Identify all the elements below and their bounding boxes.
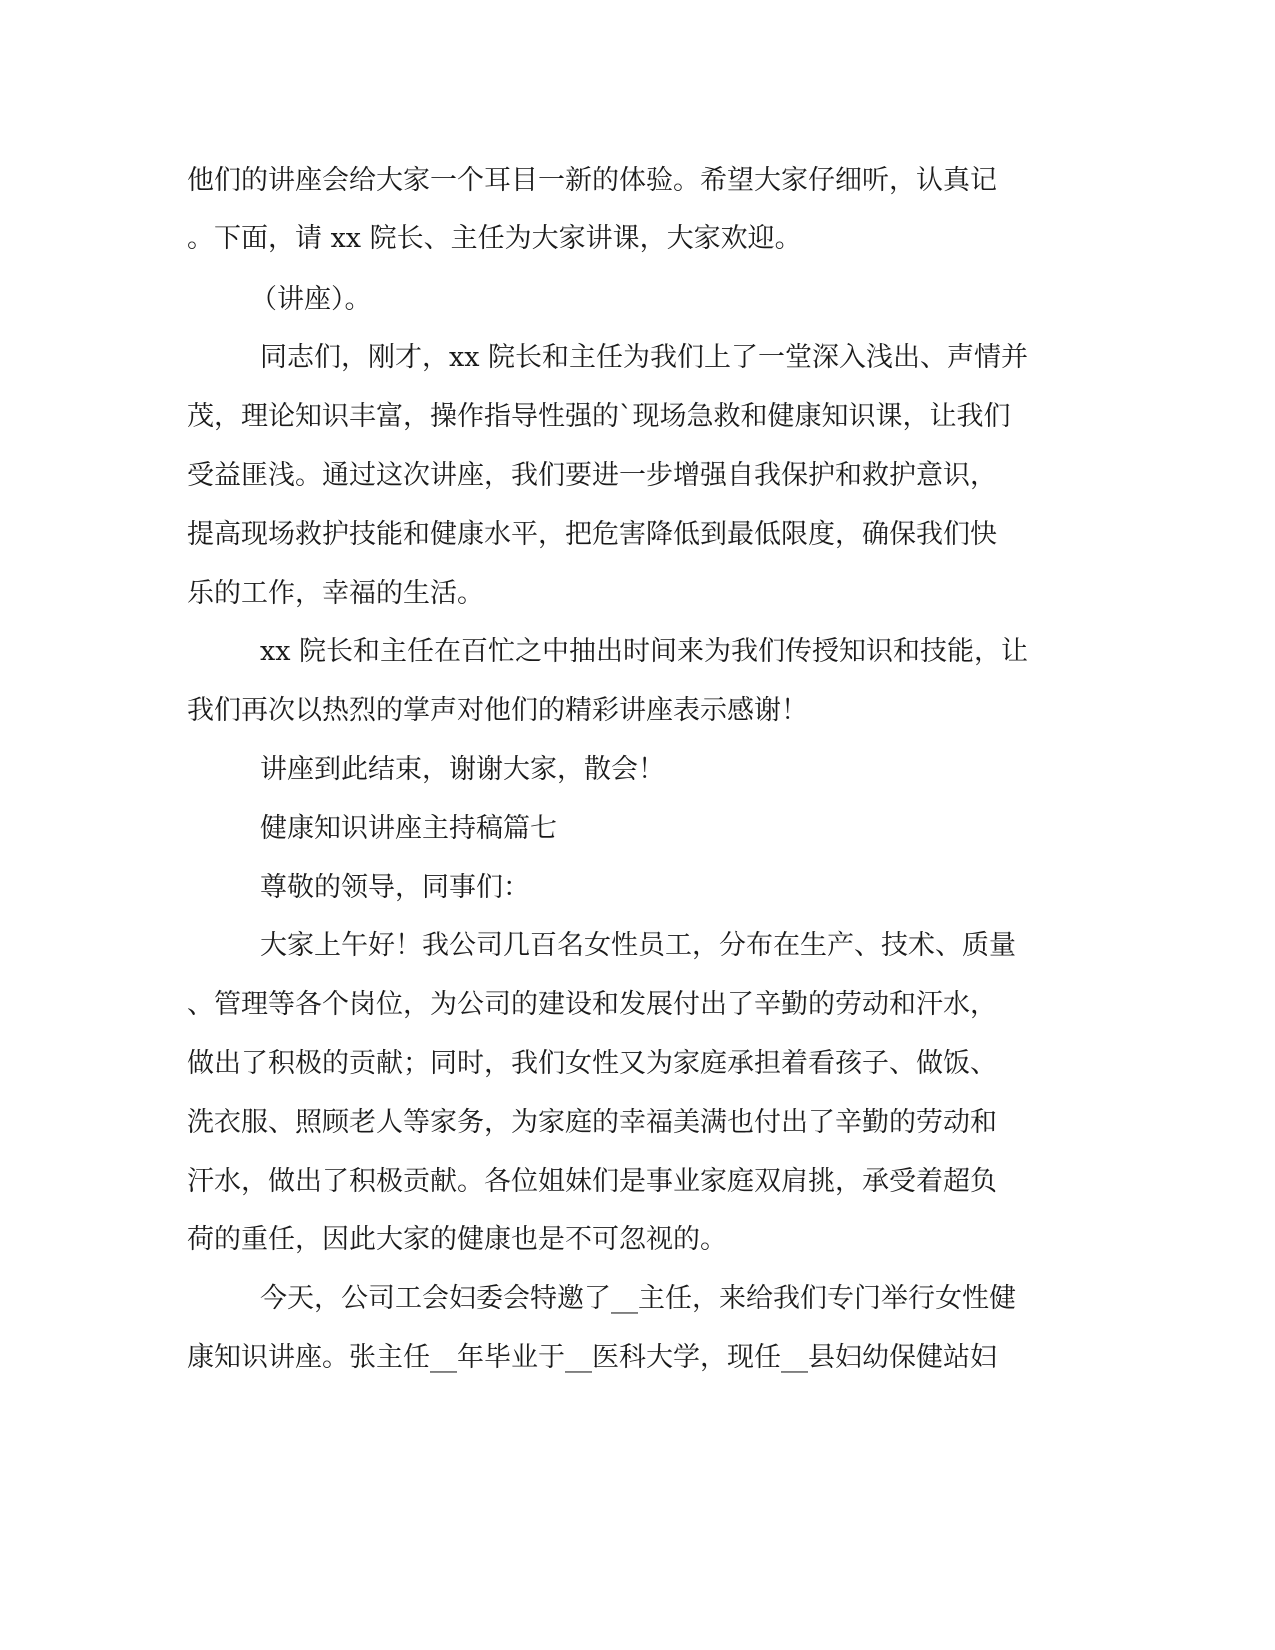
text-line-16: 做出了积极的贡献；同时，我们女性又为家庭承担着看孩子、做饭、 xyxy=(187,1048,997,1079)
text-line-18: 汗水，做出了积极贡献。各位姐妹们是事业家庭双肩挑，承受着超负 xyxy=(187,1166,997,1197)
text-line-13: 尊敬的领导，同事们： xyxy=(260,872,530,903)
text-line-4: 同志们，刚才，xx 院长和主任为我们上了一堂深入浅出、声情并 xyxy=(260,342,1029,373)
text-line-20: 今天，公司工会妇委会特邀了__主任，来给我们专门举行女性健 xyxy=(260,1283,1016,1314)
text-line-3: （讲座）。 xyxy=(250,284,372,315)
section-heading: 健康知识讲座主持稿篇七 xyxy=(260,813,557,844)
text-line-17: 洗衣服、照顾老人等家务，为家庭的幸福美满也付出了辛勤的劳动和 xyxy=(187,1107,997,1138)
text-line-2: 。下面，请 xx 院长、主任为大家讲课，大家欢迎。 xyxy=(187,223,802,254)
text-line-10: 我们再次以热烈的掌声对他们的精彩讲座表示感谢！ xyxy=(187,695,808,726)
text-line-9: xx 院长和主任在百忙之中抽出时间来为我们传授知识和技能，让 xyxy=(260,636,1029,667)
text-line-8: 乐的工作，幸福的生活。 xyxy=(187,578,484,609)
text-line-14: 大家上午好！我公司几百名女性员工，分布在生产、技术、质量 xyxy=(260,930,1016,961)
text-line-21: 康知识讲座。张主任__年毕业于__医科大学，现任__县妇幼保健站妇 xyxy=(187,1342,997,1373)
text-line-15: 、管理等各个岗位，为公司的建设和发展付出了辛勤的劳动和汗水， xyxy=(187,989,997,1020)
text-line-11: 讲座到此结束，谢谢大家，散会！ xyxy=(260,754,665,785)
text-line-5: 茂，理论知识丰富，操作指导性强的`现场急救和健康知识课，让我们 xyxy=(187,401,1011,432)
text-line-6: 受益匪浅。通过这次讲座，我们要进一步增强自我保护和救护意识， xyxy=(187,460,997,491)
text-line-1: 他们的讲座会给大家一个耳目一新的体验。希望大家仔细听，认真记 xyxy=(187,165,997,196)
text-line-7: 提高现场救护技能和健康水平，把危害降低到最低限度，确保我们快 xyxy=(187,519,997,550)
text-line-19: 荷的重任，因此大家的健康也是不可忽视的。 xyxy=(187,1224,727,1255)
